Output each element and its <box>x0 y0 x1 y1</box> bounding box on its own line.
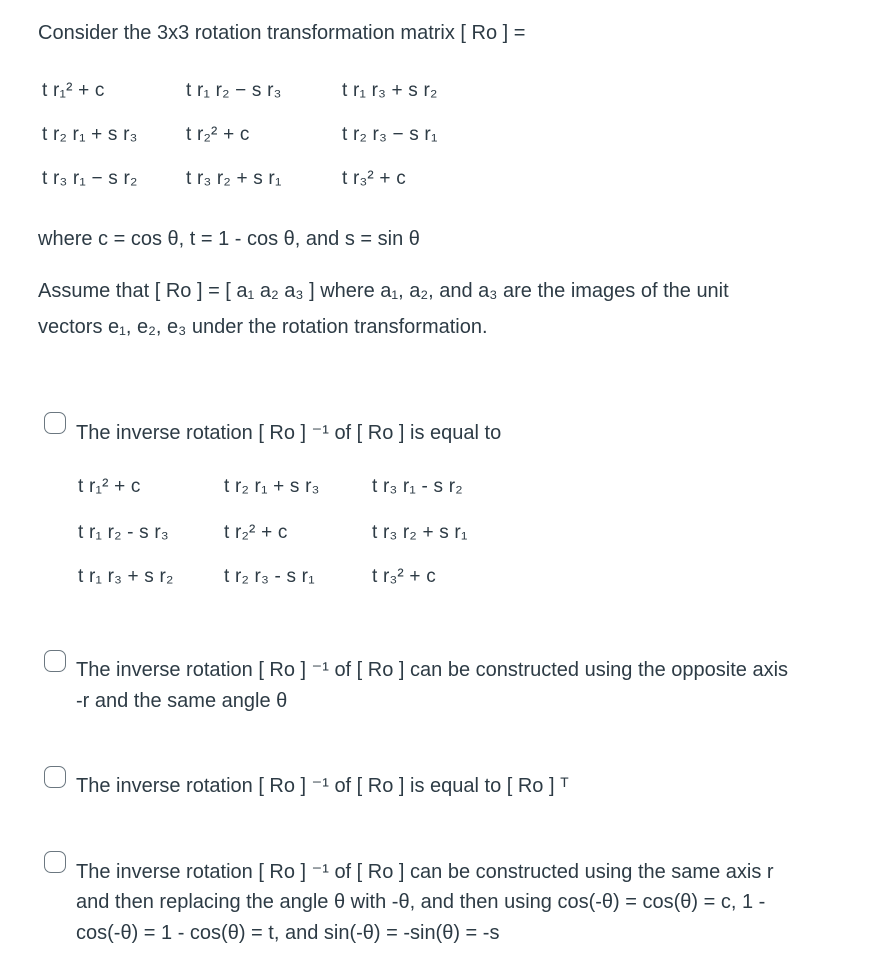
variable-definitions: where c = cos θ, t = 1 - cos θ, and s = sin θ <box>38 228 420 250</box>
option-2-checkbox[interactable] <box>44 650 66 672</box>
question-intro: Consider the 3x3 rotation transformation matrix [ Ro ] = <box>38 22 526 44</box>
option-3-checkbox[interactable] <box>44 766 66 788</box>
matrix-cell: t r₁ r₂ − s r₃ <box>186 80 282 101</box>
option-4-text-line-1: The inverse rotation [ Ro ] ⁻¹ of [ Ro ] can be constructed using the same axis r <box>76 861 774 883</box>
option-2-text-line-2: -r and the same angle θ <box>76 690 288 712</box>
option-4-text-line-2: and then replacing the angle θ with -θ, and then using cos(-θ) = cos(θ) = c, 1 - <box>76 891 766 913</box>
option-1-text: The inverse rotation [ Ro ] ⁻¹ of [ Ro ] is equal to <box>76 422 502 444</box>
matrix-cell: t r₃ r₂ + s r₁ <box>372 522 468 543</box>
matrix-cell: t r₃ r₁ - s r₂ <box>372 476 463 497</box>
matrix-cell: t r₂² + c <box>186 124 250 145</box>
assumption-line-1: Assume that [ Ro ] = [ a₁ a₂ a₃ ] where a₁, a₂, and a₃ are the images of the unit <box>38 280 729 302</box>
matrix-cell: t r₂² + c <box>224 522 288 543</box>
matrix-cell: t r₁² + c <box>42 80 105 101</box>
matrix-cell: t r₂ r₁ + s r₃ <box>42 124 138 145</box>
matrix-cell: t r₁ r₃ + s r₂ <box>78 566 174 587</box>
matrix-cell: t r₃ r₂ + s r₁ <box>186 168 282 189</box>
assumption-line-2: vectors e₁, e₂, e₃ under the rotation transformation. <box>38 316 488 338</box>
matrix-cell: t r₁² + c <box>78 476 141 497</box>
option-2-text-line-1: The inverse rotation [ Ro ] ⁻¹ of [ Ro ] can be constructed using the opposite axis <box>76 659 789 681</box>
matrix-cell: t r₃ r₁ − s r₂ <box>42 168 138 189</box>
matrix-cell: t r₂ r₁ + s r₃ <box>224 476 320 497</box>
option-1-checkbox[interactable] <box>44 412 66 434</box>
option-4-checkbox[interactable] <box>44 851 66 873</box>
matrix-cell: t r₂ r₃ - s r₁ <box>224 566 315 587</box>
matrix-cell: t r₂ r₃ − s r₁ <box>342 124 438 145</box>
matrix-cell: t r₃² + c <box>342 168 406 189</box>
option-3-text: The inverse rotation [ Ro ] ⁻¹ of [ Ro ] is equal to [ Ro ] ᵀ <box>76 775 569 797</box>
matrix-cell: t r₁ r₂ - s r₃ <box>78 522 169 543</box>
matrix-cell: t r₁ r₃ + s r₂ <box>342 80 438 101</box>
matrix-cell: t r₃² + c <box>372 566 436 587</box>
option-4-text-line-3: cos(-θ) = 1 - cos(θ) = t, and sin(-θ) = -sin(θ) = -s <box>76 922 500 944</box>
